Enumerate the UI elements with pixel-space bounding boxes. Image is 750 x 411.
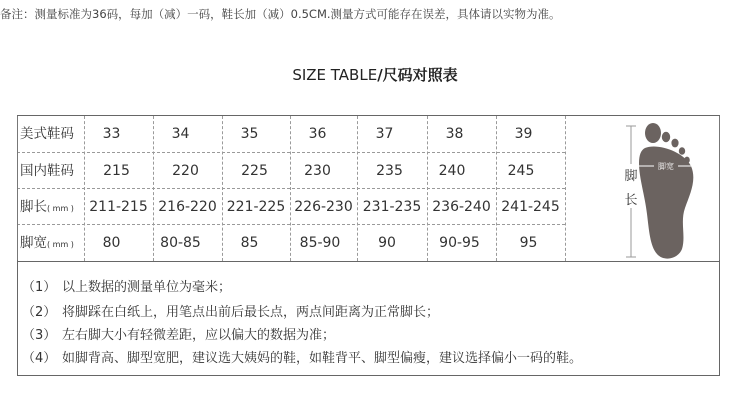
table-row-cn-size xyxy=(17,153,565,189)
row-label-unit: ( mm ) xyxy=(47,204,74,213)
table-cell: 236-240 xyxy=(432,199,491,215)
note-item xyxy=(22,347,582,366)
table-cell: 90-95 xyxy=(439,235,480,251)
length-label-1: 脚 xyxy=(624,169,638,184)
row-label xyxy=(17,189,84,225)
title-en: SIZE TABLE xyxy=(292,66,378,84)
table-cell: 225 xyxy=(241,163,268,179)
table-cell: 235 xyxy=(376,163,403,179)
table-cell: 245 xyxy=(507,163,535,179)
title-cn: /尺码对照表 xyxy=(377,66,458,84)
note-text: 左右脚大小有轻微差距，应以偏大的数据为准； xyxy=(62,328,336,343)
length-label-2: 长 xyxy=(624,193,638,208)
row-label-text: 脚宽 xyxy=(20,235,47,251)
note-text: 以上数据的测量单位为毫米； xyxy=(62,280,232,295)
notes-right-border xyxy=(719,260,720,375)
table-cell: 221-225 xyxy=(226,199,286,215)
table-cell: 211-215 xyxy=(89,199,148,215)
table-cell: 80-85 xyxy=(160,235,201,251)
table-cell: 36 xyxy=(308,126,327,142)
note-item xyxy=(22,276,231,295)
note-text: 将脚踩在白纸上，用笔点出前后最长点，两点间距离为正常脚长； xyxy=(62,305,440,320)
note-item xyxy=(22,301,439,320)
table-cell: 85 xyxy=(240,235,259,251)
table-cell: 34 xyxy=(171,126,190,142)
table-row-foot-length xyxy=(17,189,565,225)
size-table xyxy=(17,115,720,262)
row-label xyxy=(17,225,84,261)
remark-note: 备注：测量标准为36码，每加（减）一码，鞋长加（减）0.5CM.测量方式可能存在误差，具体请以实物为准。 xyxy=(0,7,561,21)
note-item xyxy=(22,324,335,343)
table-cell: 35 xyxy=(240,126,259,142)
table-cell: 33 xyxy=(102,126,121,142)
table-cell: 95 xyxy=(519,235,538,251)
table-cell: 241-245 xyxy=(501,199,560,215)
note-number: （2） xyxy=(22,305,57,320)
foot-diagram xyxy=(565,116,720,261)
table-cell: 230 xyxy=(304,163,331,179)
note-number: （3） xyxy=(22,328,57,343)
note-text: 如脚背高、脚型宽肥，建议选大姨妈的鞋，如鞋背平、脚型偏瘦，建议选择偏小一码的鞋。 xyxy=(62,351,583,366)
table-cell: 240 xyxy=(438,163,466,179)
footprint-icon xyxy=(639,123,693,259)
table-cell: 216-220 xyxy=(158,199,217,215)
row-label: 国内鞋码 xyxy=(20,163,74,179)
note-number: （4） xyxy=(22,351,57,366)
row-label-unit: ( mm ) xyxy=(47,240,74,249)
row-label: 美式鞋码 xyxy=(20,126,74,142)
foot-illustration xyxy=(565,116,720,261)
table-row-foot-width xyxy=(17,225,565,261)
size-table-title xyxy=(0,64,750,85)
table-cell: 220 xyxy=(172,163,199,179)
notes-section xyxy=(17,260,720,376)
row-label-text: 脚长 xyxy=(20,199,47,215)
table-cell: 39 xyxy=(514,126,533,142)
table-cell: 38 xyxy=(445,126,464,142)
table-row-us-size xyxy=(17,116,565,152)
table-cell: 85-90 xyxy=(299,235,341,251)
table-cell: 226-230 xyxy=(294,199,353,215)
table-cell: 37 xyxy=(375,126,394,142)
notes-left-border xyxy=(17,260,18,375)
table-cell: 231-235 xyxy=(362,199,422,215)
width-label: 脚宽 xyxy=(658,162,674,171)
table-cell: 215 xyxy=(103,163,130,179)
table-cell: 90 xyxy=(378,235,396,251)
table-cell: 80 xyxy=(102,235,121,251)
note-number: （1） xyxy=(22,280,57,295)
